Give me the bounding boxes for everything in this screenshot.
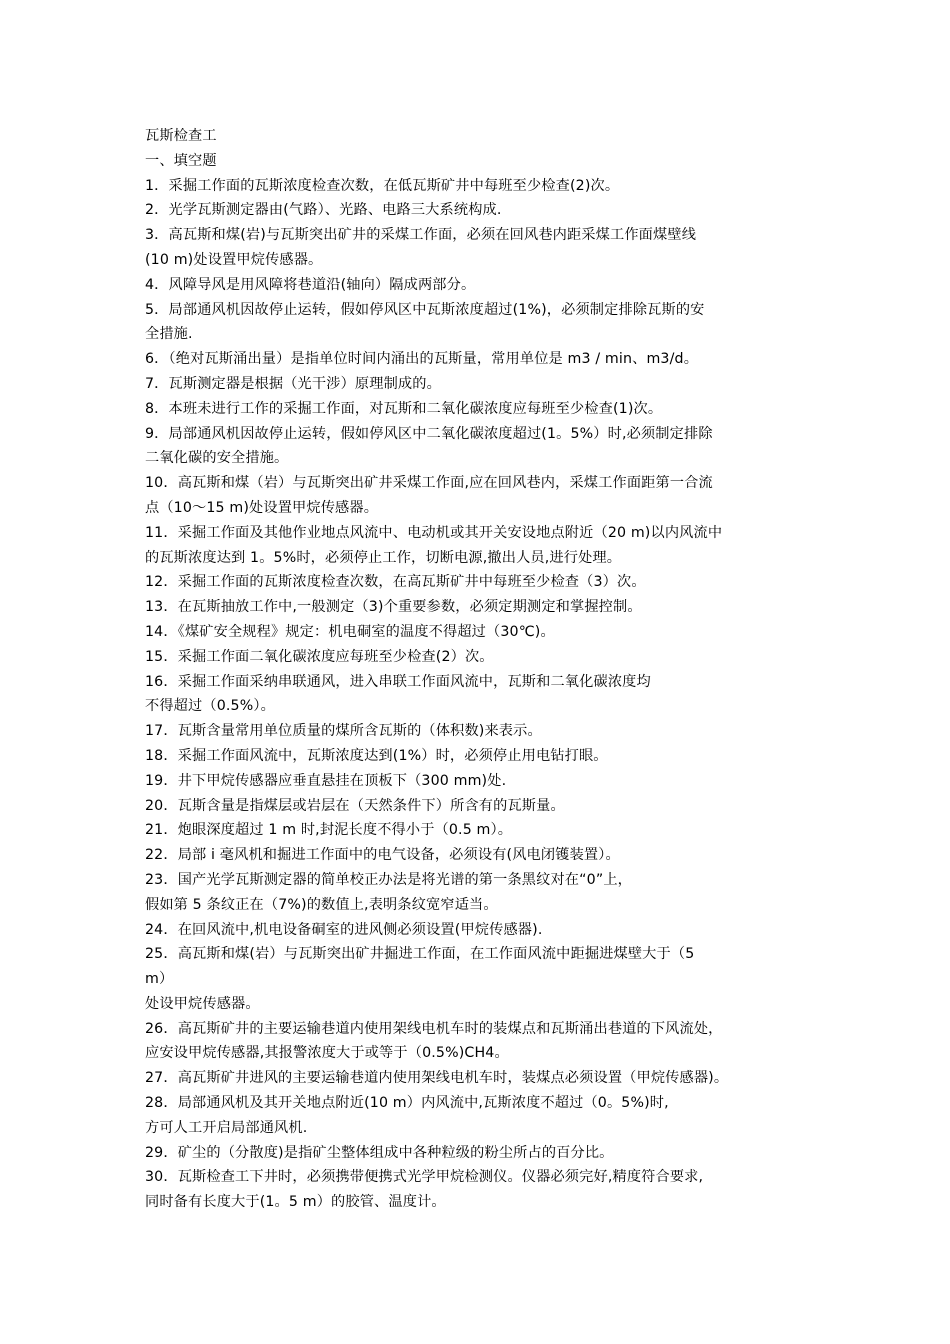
text-line: 1．采掘工作面的瓦斯浓度检查次数，在低瓦斯矿井中每班至少检查(2)次。 [145, 177, 620, 194]
text-line: 23．国产光学瓦斯测定器的简单校正办法是将光谱的第一条黑纹对在“0”上， [145, 871, 632, 888]
text-line: 30．瓦斯检查工下井时，必须携带便携式光学甲烷检测仪。仪器必须完好,精度符合要求, [145, 1169, 704, 1186]
text-line: 6．（绝对瓦斯涌出量）是指单位时间内涌出的瓦斯量，常用单位是 m3 / min、m3/d。 [145, 351, 699, 368]
text-line: 应安设甲烷传感器,其报警浓度大于或等于（0.5%)CH4。 [145, 1045, 509, 1062]
text-line: 19．井下甲烷传感器应垂直悬挂在顶板下（300 mm)处. [145, 772, 507, 789]
text-line: 5．局部通风机因故停止运转，假如停风区中瓦斯浓度超过(1%)，必须制定排除瓦斯的安 [145, 301, 705, 318]
text-line: 8．本班未进行工作的采掘工作面，对瓦斯和二氧化碳浓度应每班至少检查(1)次。 [145, 400, 663, 417]
text-line: 24．在回风流中,机电设备硐室的进风侧必须设置(甲烷传感器). [145, 921, 543, 938]
text-line: 16．采掘工作面采纳串联通风，进入串联工作面风流中，瓦斯和二氧化碳浓度均 [145, 673, 651, 690]
text-line: 10．高瓦斯和煤（岩）与瓦斯突出矿井采煤工作面,应在回风巷内，采煤工作面距第一合流 [145, 475, 713, 492]
document-body [145, 124, 813, 1215]
text-line: 21．炮眼深度超过 1 m 时,封泥长度不得小于（0.5 m）。 [145, 822, 513, 839]
text-line: 27．高瓦斯矿井进风的主要运输巷道内使用架线电机车时，装煤点必须设置（甲烷传感器)。 [145, 1070, 729, 1087]
text-line: 11．采掘工作面及其他作业地点风流中、电动机或其开关安设地点附近（20 m)以内风流中 [145, 524, 723, 541]
text-line: 2．光学瓦斯测定器由(气路）、光路、电路三大系统构成. [145, 202, 502, 219]
text-line: 25．高瓦斯和煤(岩）与瓦斯突出矿井掘进工作面，在工作面风流中距掘进煤壁大于（5 [145, 946, 695, 963]
text-line: 处设甲烷传感器。 [145, 995, 260, 1012]
text-line: 13．在瓦斯抽放工作中,一般测定（3)个重要参数，必须定期测定和掌握控制。 [145, 599, 642, 616]
text-line: 22．局部 i 毫风机和掘进工作面中的电气设备，必须设有(风电闭镬装置）。 [145, 847, 620, 864]
text-line: 3．高瓦斯和煤(岩)与瓦斯突出矿井的采煤工作面，必须在回风巷内距采煤工作面煤壁线 [145, 227, 697, 244]
text-line: 29．矿尘的（分散度)是指矿尘整体组成中各种粒级的粉尘所占的百分比。 [145, 1144, 614, 1161]
text-line: 全措施. [145, 326, 193, 343]
text-line: 15．采掘工作面二氧化碳浓度应每班至少检查(2）次。 [145, 648, 494, 665]
text-line: 20．瓦斯含量是指煤层或岩层在（天然条件下）所含有的瓦斯量。 [145, 797, 565, 814]
text-line: 方可人工开启局部通风机. [145, 1119, 308, 1136]
text-line: (10 m)处设置甲烷传感器。 [145, 251, 323, 268]
text-line: 28．局部通风机及其开关地点附近(10 m）内风流中,瓦斯浓度不超过（0。5%)时, [145, 1095, 669, 1112]
text-line: 同时备有长度大于(1。5 m）的胶管、温度计。 [145, 1194, 446, 1211]
text-line: 18．采掘工作面风流中，瓦斯浓度达到(1%）时，必须停止用电钻打眼。 [145, 747, 608, 764]
text-line: 的瓦斯浓度达到 1。5%时，必须停止工作，切断电源,撤出人员,进行处理。 [145, 549, 622, 566]
text-line: 二氧化碳的安全措施。 [145, 450, 289, 467]
text-line: 点（10～15 m)处设置甲烷传感器。 [145, 499, 379, 516]
text-line: 9．局部通风机因故停止运转，假如停风区中二氧化碳浓度超过(1。5%）时,必须制定排除 [145, 425, 713, 442]
text-line: 12．采掘工作面的瓦斯浓度检查次数，在高瓦斯矿井中每班至少检查（3）次。 [145, 574, 646, 591]
text-line: 17．瓦斯含量常用单位质量的煤所含瓦斯的（体积数)来表示。 [145, 723, 542, 740]
document-title: 瓦斯检查工 [145, 128, 217, 144]
text-line: 4．风障导风是用风障将巷道沿(轴向）隔成两部分。 [145, 276, 476, 293]
text-line: 14．《煤矿安全规程》规定：机电硐室的温度不得超过（30℃)。 [145, 623, 555, 640]
text-line: m） [145, 971, 174, 988]
text-line: 26．高瓦斯矿井的主要运输巷道内使用架线电机车时的装煤点和瓦斯涌出巷道的下风流处， [145, 1020, 723, 1037]
section-heading: 一、填空题 [145, 152, 217, 169]
text-line: 不得超过（0.5%）。 [145, 698, 275, 715]
text-line: 7．瓦斯测定器是根据（光干涉）原理制成的。 [145, 375, 441, 392]
text-line: 假如第 5 条纹正在（7%)的数值上,表明条纹宽窄适当。 [145, 896, 498, 913]
